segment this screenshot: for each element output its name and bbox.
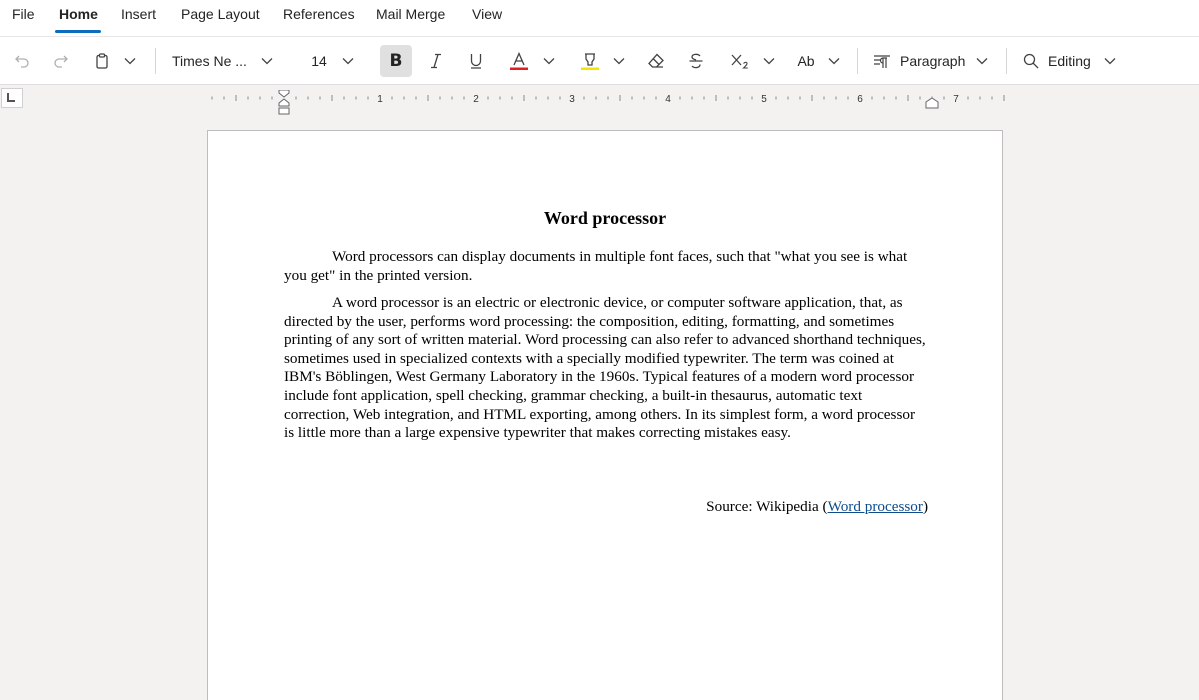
bold-button[interactable] (380, 45, 412, 77)
chevron-down-icon (543, 57, 555, 65)
menu-home[interactable]: Home (59, 6, 98, 22)
clear-formatting-button[interactable] (644, 47, 668, 75)
font-name-dropdown[interactable] (257, 47, 277, 75)
font-size-dropdown[interactable] (338, 47, 358, 75)
editing-menu-button[interactable] (1048, 47, 1098, 75)
chevron-down-icon (342, 57, 354, 65)
left-tab-icon (2, 89, 22, 107)
ruler-number: 5 (761, 94, 767, 105)
italic-button[interactable] (424, 47, 448, 75)
redo-button[interactable] (49, 47, 73, 75)
chevron-down-icon (613, 57, 625, 65)
horizontal-ruler[interactable] (207, 90, 1007, 118)
active-tab-indicator (55, 30, 101, 33)
subscript-dropdown[interactable] (759, 47, 779, 75)
strikethrough-button[interactable] (684, 47, 708, 75)
paragraph-1: Word processors can display documents in multiple font faces, such that "what you see is what you get" in the printed version. (284, 248, 908, 284)
clipboard-icon (93, 52, 111, 70)
bold-label: B (389, 51, 403, 71)
font-size-value: 14 (311, 53, 327, 69)
editing-label: Editing (1048, 53, 1091, 69)
highlight-button[interactable] (578, 47, 602, 75)
paragraph-2: A word processor is an electric or electronic device, or computer software application, that, as directed by the user, performs word processing: the composition, editing, formatting, and sometimes printing of any sort of written material. Word processing can also refer to advanced shorthand techniques, sometimes used in specialized contexts with a specially modified typewriter. The term was coined at IBM's Böblingen, West Germany Laboratory in the 1960s. Typical features of a modern word processor include font application, spell checking, grammar checking, a built-in thesaurus, automatic text correction, Web integration, and HTML exporting, among others. In its simplest form, a word processor is little more than a large expensive typewriter that makes correcting mistakes easy. (284, 294, 926, 442)
font-size-select[interactable] (308, 47, 330, 75)
chevron-down-icon (828, 57, 840, 65)
source-prefix: Source: Wikipedia ( (706, 498, 828, 515)
chevron-down-icon (763, 57, 775, 65)
menu-bar (0, 0, 1199, 36)
editing-dropdown[interactable] (1100, 47, 1120, 75)
paragraph-icon (873, 53, 891, 69)
eraser-icon (647, 52, 665, 70)
tab-stop-selector[interactable] (1, 88, 23, 108)
left-indent-marker (279, 108, 289, 114)
ribbon-toolbar (0, 37, 1199, 85)
toolbar-separator (155, 48, 156, 74)
paragraph-label: Paragraph (900, 53, 966, 69)
right-indent-marker (926, 98, 938, 108)
italic-icon (428, 52, 444, 70)
paste-button[interactable] (90, 47, 114, 75)
styles-dropdown[interactable] (824, 47, 844, 75)
subscript-button[interactable] (728, 47, 752, 75)
document-title: Word processor (543, 208, 667, 228)
underline-button[interactable] (464, 47, 488, 75)
menu-mail-merge[interactable]: Mail Merge (376, 6, 446, 22)
chevron-down-icon (1104, 57, 1116, 65)
toolbar-separator (1006, 48, 1007, 74)
font-color-icon (509, 51, 529, 71)
source-suffix: ) (922, 498, 928, 515)
undo-button[interactable] (10, 47, 34, 75)
font-name-value: Times Ne ... (172, 53, 247, 69)
source-attribution (706, 498, 928, 516)
paragraph-menu-button[interactable] (900, 47, 966, 75)
ruler-number: 7 (953, 94, 959, 105)
highlight-dropdown[interactable] (609, 47, 629, 75)
source-link[interactable]: Word processor (827, 498, 923, 515)
menu-view[interactable]: View (472, 6, 503, 22)
ruler-number: 6 (857, 94, 863, 105)
menu-file[interactable]: File (12, 6, 35, 22)
chevron-down-icon (261, 57, 273, 65)
strikethrough-icon (687, 52, 705, 70)
document-page[interactable] (207, 130, 1003, 700)
styles-button[interactable] (795, 47, 817, 75)
menu-references[interactable]: References (283, 6, 355, 22)
ruler-number: 1 (377, 94, 383, 105)
font-color-dropdown[interactable] (539, 47, 559, 75)
editing-search-button[interactable] (1021, 47, 1041, 75)
undo-icon (13, 52, 31, 70)
subscript-icon (730, 52, 750, 70)
toolbar-separator (857, 48, 858, 74)
paragraph-icon-button[interactable] (872, 47, 892, 75)
ruler-number: 3 (569, 94, 575, 105)
hanging-indent-marker (279, 99, 289, 106)
paragraph-dropdown[interactable] (972, 47, 992, 75)
styles-label: Ab (797, 53, 815, 69)
chevron-down-icon (124, 57, 136, 65)
ruler-number: 2 (473, 94, 479, 105)
chevron-down-icon (976, 57, 988, 65)
underline-icon (468, 52, 484, 70)
menu-page-layout[interactable]: Page Layout (181, 6, 260, 22)
ruler-number: 4 (665, 94, 671, 105)
search-icon (1023, 53, 1039, 69)
redo-icon (52, 52, 70, 70)
highlight-icon (580, 51, 600, 71)
paste-dropdown[interactable] (120, 47, 140, 75)
font-color-button[interactable] (507, 47, 531, 75)
menu-insert[interactable]: Insert (121, 6, 157, 22)
first-line-indent-marker (279, 90, 289, 97)
